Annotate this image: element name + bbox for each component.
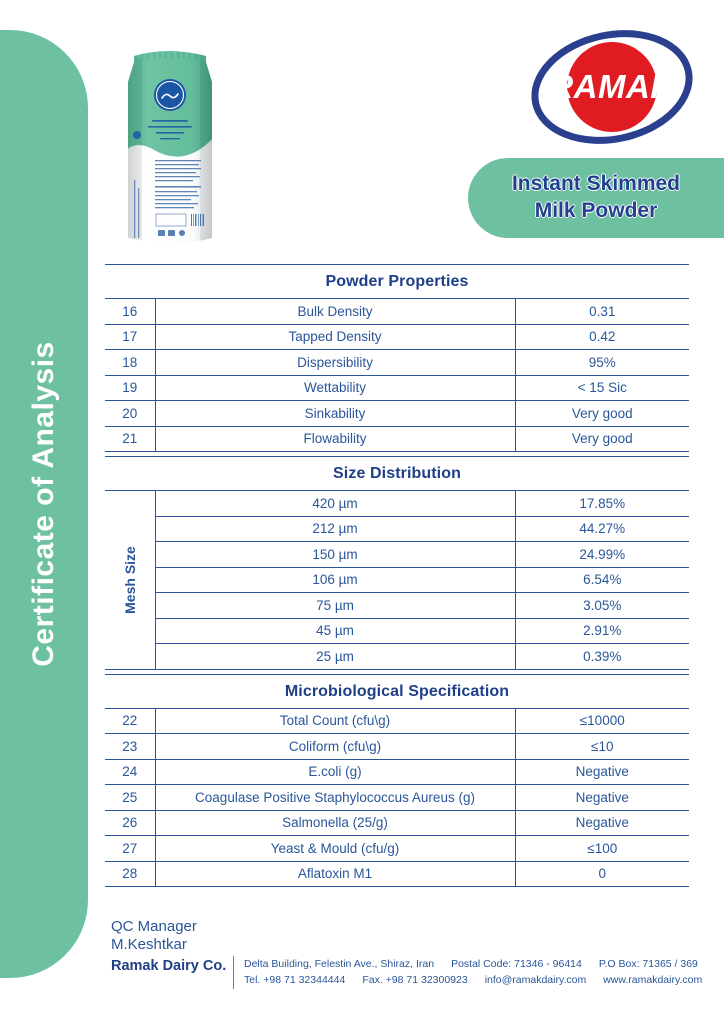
section-title: Powder Properties — [325, 273, 469, 290]
table-row — [105, 785, 689, 811]
product-name-banner — [468, 158, 724, 238]
section-size-distribution — [105, 456, 689, 670]
row-index: 16 — [105, 299, 155, 325]
row-parameter: E.coli (g) — [155, 759, 515, 785]
row-parameter: 106 µm — [155, 567, 515, 593]
row-index: 18 — [105, 350, 155, 376]
row-value: Negative — [515, 810, 689, 836]
row-parameter: 25 µm — [155, 644, 515, 670]
row-value: Very good — [515, 401, 689, 427]
table-row — [105, 350, 689, 376]
section-microbiological-specification — [105, 674, 689, 888]
row-index: 25 — [105, 785, 155, 811]
contact-phone-line — [244, 972, 702, 988]
table-row — [105, 708, 689, 734]
row-value: Negative — [515, 759, 689, 785]
product-name-line2: Milk Powder — [534, 199, 658, 222]
signer-block — [111, 918, 226, 975]
row-parameter: Flowability — [155, 426, 515, 452]
table-row — [105, 426, 689, 452]
row-value: 95% — [515, 350, 689, 376]
row-index: 23 — [105, 734, 155, 760]
signer-role: QC Manager — [111, 918, 197, 935]
table-row — [105, 491, 689, 517]
row-value: 24.99% — [515, 542, 689, 568]
contact-item: Postal Code: 71346 - 96414 — [451, 958, 582, 970]
table-row — [105, 542, 689, 568]
row-parameter: 212 µm — [155, 516, 515, 542]
mesh-size-group-header — [105, 491, 155, 670]
row-index: 26 — [105, 810, 155, 836]
row-value: 0 — [515, 861, 689, 887]
mesh-size-label: Mesh Size — [121, 545, 138, 614]
row-value: 6.54% — [515, 567, 689, 593]
analysis-table — [105, 708, 689, 888]
row-value: 44.27% — [515, 516, 689, 542]
table-row — [105, 861, 689, 887]
row-value: 3.05% — [515, 593, 689, 619]
row-parameter: Total Count (cfu\g) — [155, 708, 515, 734]
table-row — [105, 567, 689, 593]
contact-block — [233, 956, 702, 989]
signer-name: M.Keshtkar — [111, 936, 187, 953]
table-row — [105, 401, 689, 427]
row-index: 22 — [105, 708, 155, 734]
row-value: 0.39% — [515, 644, 689, 670]
ramak-logo — [528, 28, 696, 146]
contact-address-line — [244, 956, 702, 972]
analysis-table — [105, 298, 689, 452]
row-parameter: Wettability — [155, 375, 515, 401]
row-parameter: 75 µm — [155, 593, 515, 619]
row-value: ≤10000 — [515, 708, 689, 734]
sidebar-certificate-banner — [0, 30, 88, 978]
row-parameter: Salmonella (25/g) — [155, 810, 515, 836]
table-row — [105, 734, 689, 760]
table-row — [105, 644, 689, 670]
sidebar-title: Certificate of Analysis — [27, 341, 60, 667]
row-parameter: 420 µm — [155, 491, 515, 517]
table-row — [105, 324, 689, 350]
table-row — [105, 516, 689, 542]
row-parameter: Dispersibility — [155, 350, 515, 376]
row-value: Negative — [515, 785, 689, 811]
row-index: 20 — [105, 401, 155, 427]
contact-item: www.ramakdairy.com — [603, 974, 703, 987]
row-value: Very good — [515, 426, 689, 452]
table-row — [105, 810, 689, 836]
row-parameter: Tapped Density — [155, 324, 515, 350]
company-name: Ramak Dairy Co. — [111, 958, 227, 974]
row-value: < 15 Sic — [515, 375, 689, 401]
analysis-table — [105, 490, 689, 670]
row-value: 0.31 — [515, 299, 689, 325]
table-row — [105, 593, 689, 619]
section-title: Size Distribution — [333, 465, 461, 482]
contact-item: P.O Box: 71365 / 369 — [598, 958, 698, 970]
row-parameter: Aflatoxin M1 — [155, 861, 515, 887]
row-parameter: Yeast & Mould (cfu/g) — [155, 836, 515, 862]
contact-item: Delta Building, Felestin Ave., Shiraz, Iran — [244, 958, 435, 970]
row-parameter: 45 µm — [155, 618, 515, 644]
row-value: 2.91% — [515, 618, 689, 644]
table-row — [105, 618, 689, 644]
contact-item: Fax. +98 71 32300923 — [362, 974, 468, 987]
table-row — [105, 759, 689, 785]
contact-item: Tel. +98 71 32344444 — [244, 974, 346, 987]
table-row — [105, 375, 689, 401]
contact-item: info@ramakdairy.com — [484, 974, 587, 987]
section-powder-properties — [105, 264, 689, 452]
row-parameter: Coliform (cfu\g) — [155, 734, 515, 760]
product-package-image — [108, 42, 234, 257]
row-index: 21 — [105, 426, 155, 452]
row-index: 27 — [105, 836, 155, 862]
row-parameter: 150 µm — [155, 542, 515, 568]
row-value: 17.85% — [515, 491, 689, 517]
row-value: 0.42 — [515, 324, 689, 350]
row-value: ≤10 — [515, 734, 689, 760]
row-index: 19 — [105, 375, 155, 401]
row-value: ≤100 — [515, 836, 689, 862]
row-parameter: Sinkability — [155, 401, 515, 427]
table-row — [105, 836, 689, 862]
row-index: 28 — [105, 861, 155, 887]
logo-wordmark: RAMAK — [549, 68, 675, 105]
row-parameter: Bulk Density — [155, 299, 515, 325]
row-index: 17 — [105, 324, 155, 350]
row-parameter: Coagulase Positive Staphylococcus Aureus (g) — [155, 785, 515, 811]
section-title: Microbiological Specification — [284, 682, 510, 700]
analysis-sections — [105, 264, 689, 891]
document-footer — [111, 918, 711, 988]
row-index: 24 — [105, 759, 155, 785]
product-name-line1: Instant Skimmed — [511, 172, 681, 196]
table-row — [105, 299, 689, 325]
